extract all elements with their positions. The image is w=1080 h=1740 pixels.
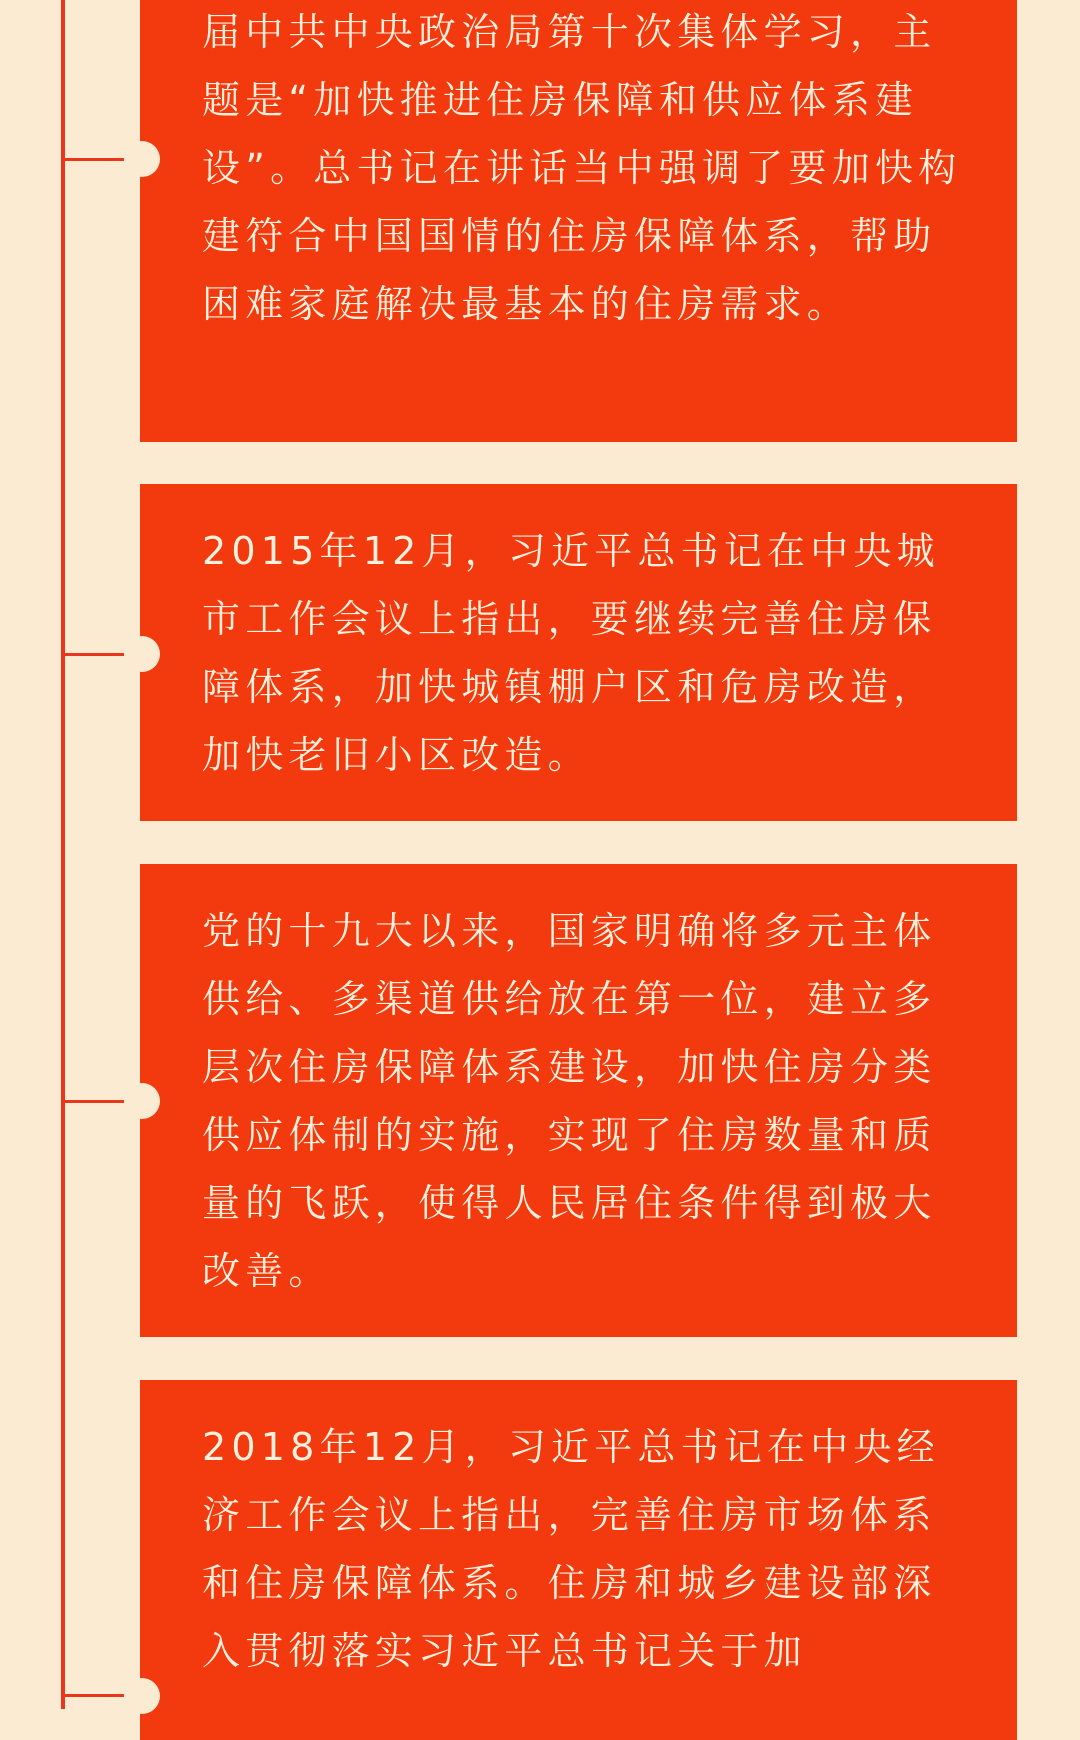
timeline-card	[140, 0, 1017, 442]
timeline-connector	[61, 158, 124, 161]
timeline-connector	[61, 1694, 124, 1697]
timeline-card	[140, 484, 1017, 821]
timeline-card	[140, 1380, 1017, 1740]
timeline-card-text: 党的十九大以来，国家明确将多元主体供给、多渠道供给放在第一位，建立多层次住房保障体系建设，加快住房分类供应体制的实施，实现了住房数量和质量的飞跃，使得人民居住条件得到极大改善。	[202, 909, 937, 1293]
timeline-node	[124, 141, 160, 177]
timeline-card-text: 2015年12月，习近平总书记在中央城市工作会议上指出，要继续完善住房保障体系，加快城镇棚户区和危房改造，加快老旧小区改造。	[202, 529, 940, 777]
timeline-card-text: 2018年12月，习近平总书记在中央经济工作会议上指出，完善住房市场体系和住房保障体系。住房和城乡建设部深入贯彻落实习近平总书记关于加	[202, 1425, 940, 1673]
timeline-node	[124, 1083, 160, 1119]
timeline-node	[124, 636, 160, 672]
timeline-connector	[61, 653, 124, 656]
timeline-card	[140, 864, 1017, 1337]
timeline-connector	[61, 1100, 124, 1103]
timeline-card-text: 届中共中央政治局第十次集体学习，主题是“加快推进住房保障和供应体系建设”。总书记在讲话当中强调了要加快构建符合中国国情的住房保障体系，帮助困难家庭解决最基本的住房需求。	[202, 10, 962, 326]
timeline-line	[61, 0, 65, 1709]
